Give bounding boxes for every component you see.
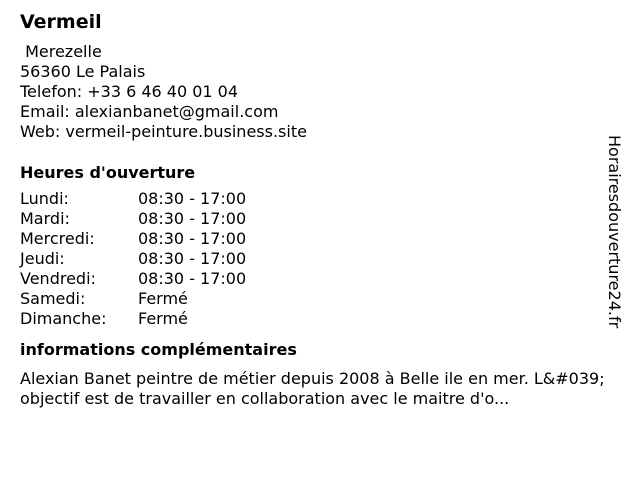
hours-row bbox=[20, 189, 610, 209]
hours-day: Mercredi: bbox=[20, 229, 95, 248]
hours-table bbox=[20, 189, 610, 329]
hours-row bbox=[20, 249, 610, 269]
hours-day: Lundi: bbox=[20, 189, 69, 208]
email-line: Email: alexianbanet@gmail.com bbox=[20, 102, 279, 121]
info-heading: informations complémentaires bbox=[20, 340, 297, 359]
info-description: Alexian Banet peintre de métier depuis 2008 à Belle ile en mer. L&#039;objectif est de travailler en collaboration avec le maitre d'o... bbox=[20, 369, 605, 408]
phone-line: Telefon: +33 6 46 40 01 04 bbox=[20, 82, 239, 101]
hours-row bbox=[20, 269, 610, 289]
hours-row bbox=[20, 289, 610, 309]
hours-time: 08:30 - 17:00 bbox=[138, 229, 247, 248]
hours-time: 08:30 - 17:00 bbox=[138, 269, 247, 288]
hours-row bbox=[20, 309, 610, 329]
hours-time: Fermé bbox=[138, 309, 188, 328]
hours-time: 08:30 - 17:00 bbox=[138, 249, 247, 268]
website-line: Web: vermeil-peinture.business.site bbox=[20, 122, 307, 141]
business-card bbox=[20, 10, 610, 409]
hours-day: Jeudi: bbox=[20, 249, 65, 268]
hours-day: Dimanche: bbox=[20, 309, 107, 328]
hours-day: Mardi: bbox=[20, 209, 70, 228]
hours-row bbox=[20, 209, 610, 229]
hours-day: Samedi: bbox=[20, 289, 86, 308]
hours-time: Fermé bbox=[138, 289, 188, 308]
address-line-1: Merezelle bbox=[20, 42, 102, 61]
hours-row bbox=[20, 229, 610, 249]
hours-day: Vendredi: bbox=[20, 269, 96, 288]
hours-time: 08:30 - 17:00 bbox=[138, 209, 247, 228]
hours-time: 08:30 - 17:00 bbox=[138, 189, 247, 208]
side-brand-watermark: Horairesdouverture24.fr bbox=[605, 135, 624, 329]
hours-heading: Heures d'ouverture bbox=[20, 163, 196, 182]
business-name: Vermeil bbox=[20, 11, 102, 33]
address-line-2: 56360 Le Palais bbox=[20, 62, 146, 81]
